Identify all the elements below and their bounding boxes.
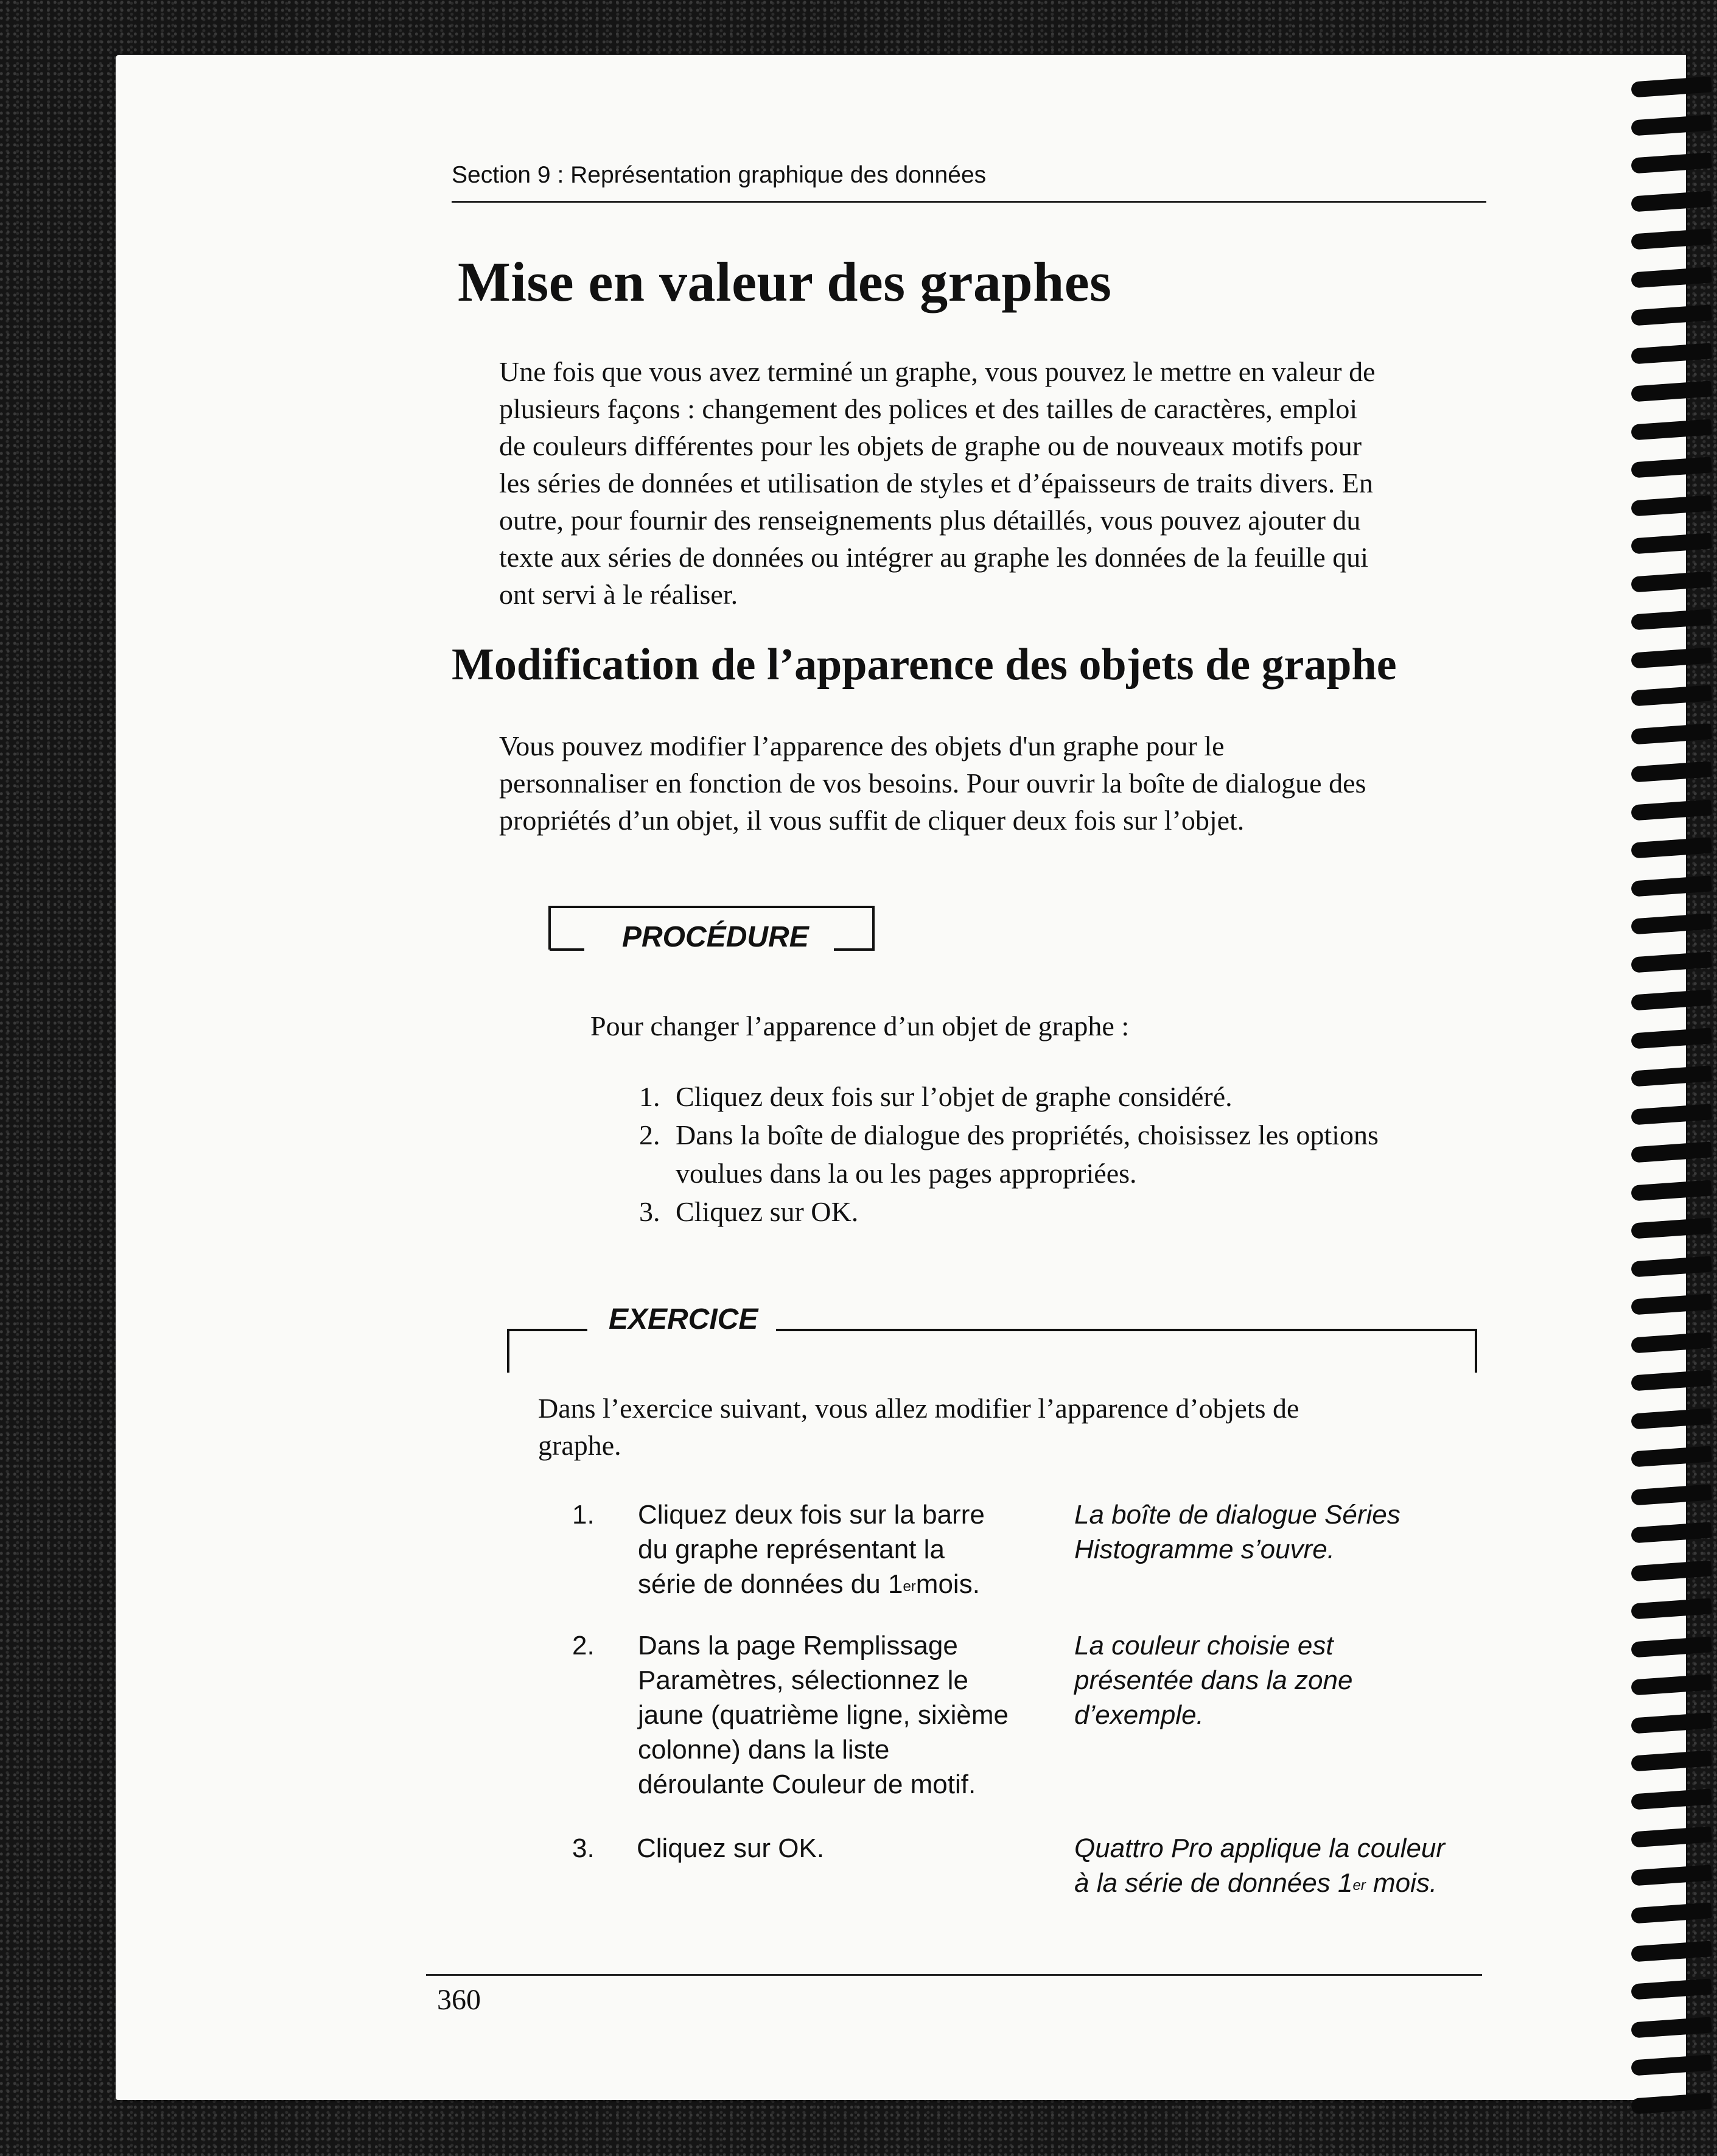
step-number: 1. <box>639 1081 660 1112</box>
spiral-coil <box>1631 1978 1712 2000</box>
spiral-coil <box>1631 1370 1712 1391</box>
exercice-step-action <box>638 1497 985 1601</box>
step-text: Cliquez deux fois sur l’objet de graphe considéré. <box>676 1081 1233 1112</box>
exercice-step-number: 2. <box>572 1631 595 1661</box>
spiral-coil <box>1631 1522 1712 1543</box>
spiral-coil <box>1631 609 1712 630</box>
spiral-coil <box>1631 2054 1712 2076</box>
result-line: La couleur choisie est <box>1074 1631 1334 1661</box>
spiral-coil <box>1631 1826 1712 1847</box>
ordinal-suffix: er <box>903 1578 916 1595</box>
spiral-coil <box>1631 1788 1712 1810</box>
subtitle-paragraph <box>499 727 1366 839</box>
result-line: Quattro Pro applique la couleur <box>1074 1833 1446 1863</box>
action-line: Paramètres, sélectionnez le <box>638 1665 968 1695</box>
spiral-coil <box>1631 1712 1712 1734</box>
procedure-step <box>639 1077 1379 1116</box>
procedure-label: PROCÉDURE <box>622 921 809 953</box>
spiral-coil <box>1631 380 1712 402</box>
action-line: Dans la page Remplissage <box>638 1631 958 1661</box>
spiral-coil <box>1631 152 1712 173</box>
exercice-intro-line: Dans l’exercice suivant, vous allez modifier l’apparence d’objets de <box>538 1393 1299 1424</box>
action-tail: mois. <box>915 1569 980 1599</box>
procedure-intro: Pour changer l’apparence d’un objet de graphe : <box>590 1010 1130 1041</box>
exercice-intro <box>538 1390 1299 1464</box>
spiral-coil <box>1631 1104 1712 1125</box>
spiral-coil <box>1631 343 1712 364</box>
exercice-step-result <box>1074 1831 1445 1900</box>
spiral-coil <box>1631 647 1712 668</box>
exercice-step-number: 1. <box>572 1500 595 1530</box>
spiral-coil <box>1631 837 1712 858</box>
intro-paragraph <box>499 353 1376 613</box>
result-line: présentée dans la zone <box>1074 1665 1353 1695</box>
sub-line: propriétés d’un objet, il vous suffit de cliquer deux fois sur l’objet. <box>499 805 1245 836</box>
procedure-step <box>639 1116 1379 1192</box>
action-line: Cliquez deux fois sur la barre <box>638 1500 985 1530</box>
spiral-coil <box>1631 1636 1712 1657</box>
header-rule <box>452 201 1486 203</box>
spiral-coil <box>1631 989 1712 1010</box>
spiral-coil <box>1631 1408 1712 1429</box>
spiral-coil <box>1631 1332 1712 1353</box>
result-line: Histogramme s’ouvre. <box>1074 1535 1335 1564</box>
spiral-coil <box>1631 1941 1712 1962</box>
spiral-coil <box>1631 1864 1712 1886</box>
intro-line: de couleurs différentes pour les objets de graphe ou de nouveaux motifs pour <box>499 430 1362 461</box>
section-header: Section 9 : Représentation graphique des données <box>452 162 987 188</box>
spiral-coil <box>1631 2093 1712 2114</box>
spiral-coil <box>1631 913 1712 934</box>
spiral-coil <box>1631 1293 1712 1315</box>
spiral-coil <box>1631 1902 1712 1923</box>
action-line: colonne) dans la liste <box>638 1735 890 1765</box>
intro-line: Une fois que vous avez terminé un graphe, vous pouvez le mettre en valeur de <box>499 356 1376 387</box>
spiral-coil <box>1631 228 1712 250</box>
spiral-coil <box>1631 799 1712 821</box>
spiral-coil <box>1631 951 1712 973</box>
step-number: 2. <box>639 1119 660 1150</box>
spiral-coil <box>1631 2017 1712 2038</box>
step-text: Dans la boîte de dialogue des propriétés, choisissez les options <box>676 1119 1379 1150</box>
spiral-coil <box>1631 1446 1712 1467</box>
step-number: 3. <box>639 1196 660 1227</box>
step-text: voulues dans la ou les pages appropriées. <box>676 1158 1137 1189</box>
page-number: 360 <box>437 1984 481 2016</box>
sub-line: personnaliser en fonction de vos besoins. Pour ouvrir la boîte de dialogue des <box>499 768 1366 799</box>
spiral-coil <box>1631 267 1712 288</box>
spiral-coil <box>1631 1065 1712 1087</box>
spiral-coil <box>1631 419 1712 440</box>
ordinal-suffix: er <box>1352 1877 1366 1894</box>
spiral-coil <box>1631 1027 1712 1049</box>
spiral-coil <box>1631 571 1712 592</box>
intro-line: outre, pour fournir des renseignements plus détaillés, vous pouvez ajouter du <box>499 505 1361 536</box>
action-line: déroulante Couleur de motif. <box>638 1769 976 1799</box>
action-line: Cliquez sur OK. <box>637 1833 825 1863</box>
spiral-coil <box>1631 457 1712 478</box>
intro-line: ont servi à le réaliser. <box>499 579 738 610</box>
spiral-coil <box>1631 533 1712 554</box>
spiral-coil <box>1631 1180 1712 1201</box>
spiral-coil <box>1631 304 1712 326</box>
result-line: La boîte de dialogue Séries <box>1074 1500 1401 1530</box>
exercice-step-number: 3. <box>572 1833 595 1863</box>
step-text: Cliquez sur OK. <box>676 1196 859 1227</box>
exercice-intro-line: graphe. <box>538 1430 621 1461</box>
exercice-step-result <box>1074 1497 1401 1567</box>
spiral-coil <box>1631 114 1712 136</box>
spiral-coil <box>1631 191 1712 212</box>
spiral-coil <box>1631 495 1712 516</box>
intro-line: les séries de données et utilisation de styles et d’épaisseurs de traits divers. En <box>499 467 1373 499</box>
exercice-step-result <box>1074 1628 1352 1732</box>
footer-rule <box>426 1974 1482 1976</box>
spiral-coil <box>1631 723 1712 744</box>
section-subtitle: Modification de l’apparence des objets de graphe <box>452 640 1397 690</box>
spiral-coil <box>1631 1750 1712 1771</box>
spiral-coil <box>1631 1674 1712 1695</box>
procedure-steps <box>639 1077 1379 1231</box>
spiral-coil <box>1631 1484 1712 1505</box>
sub-line: Vous pouvez modifier l’apparence des objets d'un graphe pour le <box>499 730 1225 761</box>
spiral-coil <box>1631 1560 1712 1581</box>
spiral-coil <box>1631 685 1712 706</box>
intro-line: texte aux séries de données ou intégrer au graphe les données de la feuille qui <box>499 542 1369 573</box>
spiral-coil <box>1631 1598 1712 1619</box>
action-line: du graphe représentant la <box>638 1535 945 1564</box>
action-line: jaune (quatrième ligne, sixième <box>638 1700 1009 1730</box>
procedure-step <box>639 1192 1379 1231</box>
spiral-coil <box>1631 76 1712 97</box>
spiral-coil <box>1631 1217 1712 1239</box>
exercice-label: EXERCICE <box>609 1303 758 1335</box>
intro-line: plusieurs façons : changement des polices et des tailles de caractères, emploi <box>499 393 1358 424</box>
spiral-coil <box>1631 875 1712 897</box>
spiral-coil <box>1631 1256 1712 1277</box>
exercice-step-action <box>637 1831 824 1866</box>
result-tail: mois. <box>1365 1868 1438 1898</box>
result-line: d’exemple. <box>1074 1700 1204 1730</box>
exercice-step-action <box>638 1628 1009 1802</box>
spiral-coil <box>1631 1141 1712 1163</box>
result-line: à la série de données 1 <box>1074 1868 1353 1898</box>
page-title: Mise en valeur des graphes <box>458 251 1112 313</box>
spiral-binding <box>1631 79 1717 2106</box>
action-line: série de données du 1 <box>638 1569 903 1599</box>
spiral-coil <box>1631 761 1712 782</box>
